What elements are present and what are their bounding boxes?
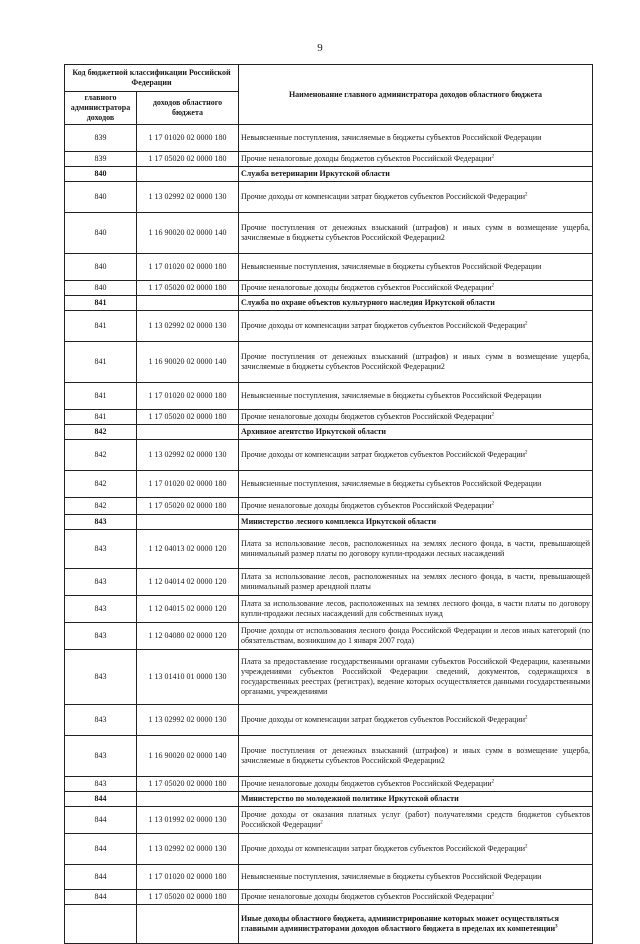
admin-code-cell: 843	[65, 777, 137, 792]
header-classification-code: Код бюджетной классификации Российской Федерации	[65, 65, 239, 92]
revenue-code-cell: 1 17 01020 02 0000 180	[137, 383, 239, 410]
revenue-name-cell	[239, 807, 593, 834]
header-revenue-code: доходов областного бюджета	[137, 92, 239, 125]
table-row	[65, 125, 593, 152]
revenue-name-text: Прочие поступления от денежных взысканий (штрафов) и иных сумм в возмещение ущерба, зачисляемые в бюджеты субъектов Российской Федерации2	[241, 746, 591, 765]
table-row	[65, 865, 593, 890]
revenue-name-cell	[239, 342, 593, 383]
footnote-mark: 2	[525, 450, 528, 456]
admin-code-cell: 842	[65, 440, 137, 471]
header-administrator-name: Наименование главного администратора доходов областного бюджета	[239, 65, 593, 125]
revenue-code-cell: 1 17 05020 02 0000 180	[137, 890, 239, 905]
admin-code-cell: 843	[65, 736, 137, 777]
revenue-code-cell: 1 12 04013 02 0000 120	[137, 530, 239, 569]
revenue-name-cell	[239, 167, 593, 182]
footnote-mark: 3	[555, 924, 558, 930]
header-main-administrator: главного администратора доходов	[65, 92, 137, 125]
revenue-code-cell: 1 17 01020 02 0000 180	[137, 865, 239, 890]
admin-code-cell: 844	[65, 834, 137, 865]
revenue-name-cell	[239, 650, 593, 705]
revenue-code-cell: 1 13 02992 02 0000 130	[137, 834, 239, 865]
revenue-name-text: Невыясненные поступления, зачисляемые в бюджеты субъектов Российской Федерации	[241, 872, 542, 881]
revenue-name-cell	[239, 530, 593, 569]
revenue-name-text: Прочие доходы от использования лесного фонда Российской Федерации и лесов иных категорий (по обязательствам, возникшим до 1 января 2007 года)	[241, 626, 591, 645]
revenue-code-cell: 1 13 02992 02 0000 130	[137, 311, 239, 342]
admin-code-cell	[65, 905, 137, 944]
admin-code-cell: 841	[65, 342, 137, 383]
revenue-code-cell	[137, 905, 239, 944]
revenue-name-text: Плата за использование лесов, расположенных на землях лесного фонда, в части платы по договору купли-продажи лесных насаждений для собственных нужд	[241, 599, 591, 618]
revenue-name-text: Прочие неналоговые доходы бюджетов субъектов Российской Федерации	[241, 283, 492, 292]
revenue-name-cell	[239, 311, 593, 342]
revenue-code-cell	[137, 425, 239, 440]
table-row	[65, 705, 593, 736]
revenue-name-text: Прочие доходы от компенсации затрат бюджетов субъектов Российской Федерации	[241, 844, 526, 853]
revenue-name-cell	[239, 905, 593, 944]
table-row	[65, 383, 593, 410]
footnote-mark: 2	[491, 154, 495, 160]
footnote-mark: 2	[491, 412, 495, 418]
revenue-name-cell	[239, 281, 593, 296]
revenue-code-cell	[137, 167, 239, 182]
revenue-name-text: Прочие неналоговые доходы бюджетов субъектов Российской Федерации	[241, 412, 492, 421]
revenue-name-cell	[239, 736, 593, 777]
revenue-code-cell: 1 17 05020 02 0000 180	[137, 152, 239, 167]
revenue-name-cell	[239, 834, 593, 865]
revenue-name-text: Плата за использование лесов, расположенных на землях лесного фонда, в части, превышающей минимальный размер арендной платы	[241, 572, 591, 591]
revenue-name-cell	[239, 425, 593, 440]
administrator-row	[65, 296, 593, 311]
admin-code-cell: 840	[65, 254, 137, 281]
admin-code-cell: 841	[65, 410, 137, 425]
admin-code-cell: 844	[65, 807, 137, 834]
revenue-name-cell	[239, 440, 593, 471]
revenue-name-text: Иные доходы областного бюджета, администрирование которых может осуществляться главными администраторами доходов областного бюджета в пределах их компетенции	[241, 914, 559, 933]
revenue-name-text: Министерство по молодежной политике Иркутской области	[241, 794, 459, 803]
revenue-name-text: Прочие поступления от денежных взысканий (штрафов) и иных сумм в возмещение ущерба, зачисляемые в бюджеты субъектов Российской Федерации2	[241, 223, 591, 242]
administrator-row	[65, 905, 593, 944]
admin-code-cell: 844	[65, 890, 137, 905]
revenue-code-cell: 1 12 04080 02 0000 120	[137, 623, 239, 650]
admin-code-cell: 842	[65, 425, 137, 440]
footnote-mark: 2	[491, 283, 495, 289]
revenue-name-text: Прочие доходы от компенсации затрат бюджетов субъектов Российской Федерации	[241, 321, 526, 330]
table-row	[65, 650, 593, 705]
revenue-code-cell: 1 13 01992 02 0000 130	[137, 807, 239, 834]
revenue-name-text: Невыясненные поступления, зачисляемые в бюджеты субъектов Российской Федерации	[241, 391, 542, 400]
admin-code-cell: 844	[65, 865, 137, 890]
admin-code-cell: 843	[65, 705, 137, 736]
revenue-name-cell	[239, 515, 593, 530]
revenue-name-cell	[239, 890, 593, 905]
footnote-mark: 2	[491, 501, 495, 507]
footnote-mark: 2	[525, 844, 528, 850]
admin-code-cell: 840	[65, 281, 137, 296]
admin-code-cell: 841	[65, 311, 137, 342]
table-row	[65, 807, 593, 834]
table-row	[65, 254, 593, 281]
revenue-code-cell: 1 17 05020 02 0000 180	[137, 498, 239, 515]
revenue-name-cell	[239, 296, 593, 311]
revenue-name-cell	[239, 777, 593, 792]
revenue-name-text: Прочие доходы от оказания платных услуг (работ) получателями средств бюджетов субъектов Российской Федерации	[241, 810, 591, 829]
revenue-name-cell	[239, 498, 593, 515]
table-row	[65, 890, 593, 905]
table-row	[65, 152, 593, 167]
revenue-code-cell: 1 17 01020 02 0000 180	[137, 125, 239, 152]
admin-code-cell: 842	[65, 471, 137, 498]
footnote-mark: 2	[320, 820, 323, 826]
revenue-code-cell: 1 16 90020 02 0000 140	[137, 736, 239, 777]
admin-code-cell: 841	[65, 296, 137, 311]
table-row	[65, 311, 593, 342]
revenue-name-text: Служба ветеринарии Иркутской области	[241, 169, 390, 178]
revenue-code-cell: 1 17 05020 02 0000 180	[137, 281, 239, 296]
revenue-name-text: Невыясненные поступления, зачисляемые в бюджеты субъектов Российской Федерации	[241, 133, 542, 142]
admin-code-cell: 843	[65, 530, 137, 569]
revenue-name-cell	[239, 125, 593, 152]
admin-code-cell: 843	[65, 596, 137, 623]
admin-code-cell: 843	[65, 623, 137, 650]
revenue-code-cell	[137, 792, 239, 807]
revenue-code-cell: 1 16 90020 02 0000 140	[137, 342, 239, 383]
revenue-name-text: Прочие поступления от денежных взысканий (штрафов) и иных сумм в возмещение ущерба, зачисляемые в бюджеты субъектов Российской Федерации2	[241, 352, 591, 371]
revenue-name-text: Плата за предоставление государственными органами субъектов Российской Федерации, казенными учреждениями субъектов Российской Федерации сведений, документов, содержащихся в государственных реестрах (регистрах), ведение которых осуществляется данными государственными органами, учреждениями	[241, 657, 591, 696]
revenue-code-cell: 1 16 90020 02 0000 140	[137, 213, 239, 254]
table-row	[65, 213, 593, 254]
revenue-name-cell	[239, 213, 593, 254]
admin-code-cell: 841	[65, 383, 137, 410]
revenue-code-cell: 1 12 04014 02 0000 120	[137, 569, 239, 596]
revenue-name-text: Министерство лесного комплекса Иркутской области	[241, 517, 437, 526]
revenue-name-text: Плата за использование лесов, расположенных на землях лесного фонда, в части, превышающей минимальный размер платы по договору купли-продажи лесных насаждений	[241, 539, 591, 558]
revenue-name-text: Прочие неналоговые доходы бюджетов субъектов Российской Федерации	[241, 154, 492, 163]
table-body	[65, 125, 593, 944]
revenue-name-cell	[239, 152, 593, 167]
admin-code-cell: 840	[65, 182, 137, 213]
revenue-code-cell: 1 13 02992 02 0000 130	[137, 182, 239, 213]
revenue-name-cell	[239, 383, 593, 410]
administrator-row	[65, 425, 593, 440]
table-row	[65, 342, 593, 383]
revenue-code-cell: 1 13 01410 01 0000 130	[137, 650, 239, 705]
revenue-name-cell	[239, 705, 593, 736]
footnote-mark: 2	[525, 321, 528, 327]
table-row	[65, 834, 593, 865]
table-row	[65, 623, 593, 650]
revenue-name-text: Прочие доходы от компенсации затрат бюджетов субъектов Российской Федерации	[241, 192, 526, 201]
footnote-mark: 2	[525, 192, 528, 198]
revenue-code-cell: 1 17 01020 02 0000 180	[137, 254, 239, 281]
admin-code-cell: 840	[65, 213, 137, 254]
revenue-name-text: Архивное агентство Иркутской области	[241, 427, 387, 436]
footnote-mark: 2	[491, 892, 495, 898]
administrator-row	[65, 167, 593, 182]
admin-code-cell: 843	[65, 515, 137, 530]
revenue-name-cell	[239, 182, 593, 213]
admin-code-cell: 844	[65, 792, 137, 807]
table-row	[65, 777, 593, 792]
revenue-code-cell	[137, 296, 239, 311]
table-row	[65, 182, 593, 213]
revenue-name-cell	[239, 569, 593, 596]
revenue-name-cell	[239, 471, 593, 498]
table-row	[65, 471, 593, 498]
revenue-code-cell: 1 13 02992 02 0000 130	[137, 705, 239, 736]
admin-code-cell: 842	[65, 498, 137, 515]
revenue-code-cell	[137, 515, 239, 530]
admin-code-cell: 839	[65, 152, 137, 167]
revenue-name-cell	[239, 623, 593, 650]
revenue-name-cell	[239, 792, 593, 807]
revenue-name-cell	[239, 865, 593, 890]
table-row	[65, 281, 593, 296]
footnote-mark: 2	[491, 779, 495, 785]
table-row	[65, 736, 593, 777]
table-row	[65, 410, 593, 425]
admin-code-cell: 840	[65, 167, 137, 182]
revenue-name-text: Невыясненные поступления, зачисляемые в бюджеты субъектов Российской Федерации	[241, 479, 542, 488]
administrator-row	[65, 792, 593, 807]
admin-code-cell: 843	[65, 569, 137, 596]
revenue-name-text: Служба по охране объектов культурного наследия Иркутской области	[241, 298, 495, 307]
table-row	[65, 569, 593, 596]
revenue-name-text: Прочие доходы от компенсации затрат бюджетов субъектов Российской Федерации	[241, 450, 526, 459]
revenue-code-cell: 1 13 02992 02 0000 130	[137, 440, 239, 471]
admin-code-cell: 843	[65, 650, 137, 705]
revenue-name-text: Прочие неналоговые доходы бюджетов субъектов Российской Федерации	[241, 779, 492, 788]
table-row	[65, 498, 593, 515]
admin-code-cell: 839	[65, 125, 137, 152]
budget-classification-table	[64, 64, 593, 944]
revenue-code-cell: 1 12 04015 02 0000 120	[137, 596, 239, 623]
revenue-name-text: Прочие неналоговые доходы бюджетов субъектов Российской Федерации	[241, 892, 492, 901]
revenue-code-cell: 1 17 01020 02 0000 180	[137, 471, 239, 498]
footnote-mark: 2	[525, 715, 528, 721]
revenue-code-cell: 1 17 05020 02 0000 180	[137, 777, 239, 792]
revenue-name-text: Прочие доходы от компенсации затрат бюджетов субъектов Российской Федерации	[241, 715, 526, 724]
revenue-name-cell	[239, 596, 593, 623]
table-row	[65, 530, 593, 569]
table-row	[65, 596, 593, 623]
revenue-code-cell: 1 17 05020 02 0000 180	[137, 410, 239, 425]
page-number: 9	[317, 42, 323, 54]
revenue-name-cell	[239, 254, 593, 281]
revenue-name-text: Прочие неналоговые доходы бюджетов субъектов Российской Федерации	[241, 501, 492, 510]
revenue-name-cell	[239, 410, 593, 425]
revenue-name-text: Невыясненные поступления, зачисляемые в бюджеты субъектов Российской Федерации	[241, 262, 542, 271]
table-row	[65, 440, 593, 471]
administrator-row	[65, 515, 593, 530]
